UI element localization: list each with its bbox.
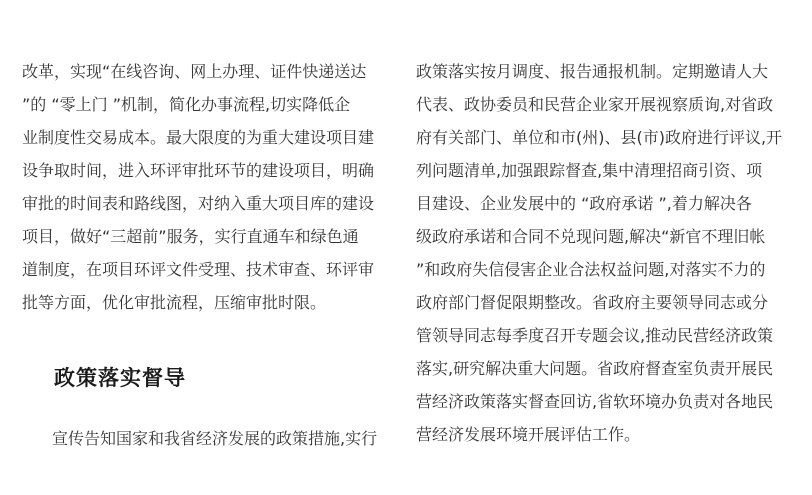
body-text-line: 列问题清单,加强跟踪督查,集中清理招商引资、项 bbox=[416, 161, 763, 180]
body-text-line: 营经济政策落实督查回访,省软环境办负责对各地民 bbox=[416, 392, 774, 411]
body-text-line: 营经济发展环境开展评估工作。 bbox=[416, 425, 641, 444]
body-text-line: 落实,研究解决重大问题。省政府督查室负责开展民 bbox=[416, 359, 774, 378]
body-text-line: 项目，做好“三超前”服务，实行直通车和绿色通 bbox=[22, 227, 359, 246]
body-text-line: 设争取时间，进入环评审批环节的建设项目，明确 bbox=[22, 161, 375, 180]
body-text-line: 批等方面，优化审批流程，压缩审批时限。 bbox=[22, 293, 327, 312]
section-heading: 政策落实督导 bbox=[54, 365, 186, 390]
body-text-line: 审批的时间表和路线图，对纳入重大项目库的建设 bbox=[22, 194, 375, 213]
body-text-line: 道制度，在项目环评文件受理、技术审查、环评审 bbox=[22, 260, 375, 279]
body-text-line: 代表、政协委员和民营企业家开展视察质询,对省政 bbox=[416, 95, 774, 114]
body-text-line: 改革，实现“在线咨询、网上办理、证件快递送达 bbox=[22, 62, 367, 81]
body-text-line: 业制度性交易成本。最大限度的为重大建设项目建 bbox=[22, 128, 375, 147]
body-text-line: ”和政府失信侵害企业合法权益问题,对落实不力的 bbox=[416, 260, 766, 279]
body-text-line: 政府部门督促限期整改。省政府主要领导同志或分 bbox=[416, 293, 769, 312]
body-text-line: 政策落实按月调度、报告通报机制。定期邀请人大 bbox=[416, 62, 769, 81]
body-text-line: 管领导同志每季度召开专题会议,推动民营经济政策 bbox=[416, 326, 774, 345]
body-text-line: 宣传告知国家和我省经济发展的政策措施,实行 bbox=[52, 429, 378, 448]
body-text-line: 府有关部门、单位和市(州)、县(市)政府进行评议,开 bbox=[416, 128, 783, 147]
body-text-line: ”的 “零上门 ”机制，简化办事流程,切实降低企 bbox=[22, 95, 351, 114]
body-text-line: 级政府承诺和合同不兑现问题,解决“新官不理旧帐 bbox=[416, 227, 766, 246]
body-text-line: 目建设、企业发展中的 “政府承诺 ”,着力解决各 bbox=[416, 194, 752, 213]
